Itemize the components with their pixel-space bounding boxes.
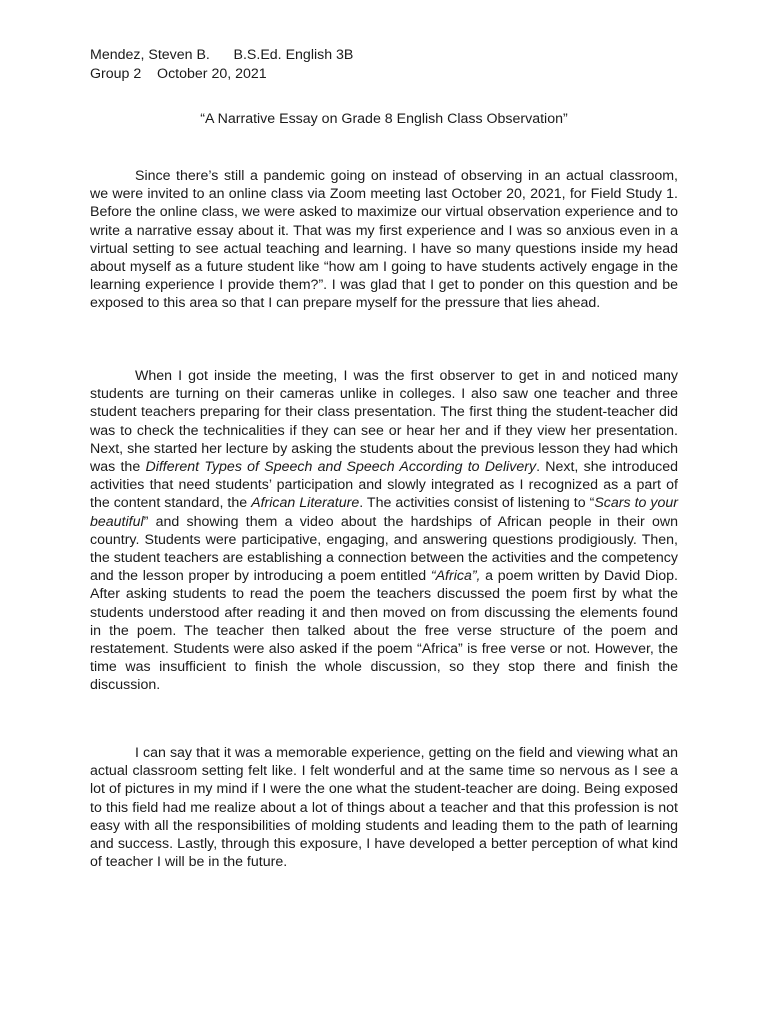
essay-title: “A Narrative Essay on Grade 8 English Class Observation” [200, 111, 568, 127]
paragraph-2-italic-3: Scars to your beautiful [90, 495, 678, 530]
paragraph-2-text-1: When I got inside the meeting, I was the first observer to get in and noticed many students are turning on their cameras unlike in colleges. I also saw one teacher and three student teachers preparing for their class presentation. The first thing the student-teacher did was to check the technicalities if they can see or hear her and if they view her presentation. Next, she started her lecture by asking the students about the previous lesson they had which was the [90, 368, 678, 476]
author-course-line: Mendez, Steven B. B.S.Ed. English 3B [90, 47, 354, 63]
paragraph-2 [90, 367, 678, 695]
paragraph-2-italic-4: “Africa”, [430, 568, 481, 585]
paragraph-2-italic-2: African Literature [251, 495, 360, 512]
paragraph-2-text-3: . The activities consist of listening to “ [359, 495, 595, 512]
paragraph-3: I can say that it was a memorable experience, getting on the field and viewing what an actual classroom setting felt like. I felt wonderful and at the same time so nervous as I see a lot of pictures in my mind if I were the one what the student-teacher are doing. Being exposed to this field had me realize about a lot of things about a teacher and that this profession is not easy with all the responsibilities of molding students and leading them to the path of learning and success. Lastly, through this exposure, I have developed a better perception of what kind of teacher I will be in the future. [90, 745, 678, 871]
paragraph-2-text-4: ” and showing them a video about the hardships of African people in their own country. Students were participative, engaging, and answering questions prodigiously. Then, the student teachers are establishing a connection between the activities and the competency and the lesson proper by introducing a poem entitled [90, 513, 678, 585]
paragraph-2-text-2: . Next, she introduced activities that need students’ participation and slowly integrated as I recognized as a part of the content standard, the [90, 459, 678, 512]
document-header [90, 46, 353, 83]
paragraph-2-italic-1: Different Types of Speech and Speech According to Delivery [145, 459, 537, 476]
group-date-line: Group 2 October 20, 2021 [90, 65, 267, 82]
paragraph-1: Since there’s still a pandemic going on instead of observing in an actual classroom, we were invited to an online class via Zoom meeting last October 20, 2021, for Field Study 1. Before the online class, we were asked to maximize our virtual observation experience and to write a narrative essay about it. That was my first experience and I was so anxious even in a virtual setting to see actual teaching and learning. I have so many questions inside my head about myself as a future student like “how am I going to have students actively engage in the learning experience I provide them?”. I was glad that I get to ponder on this question and be exposed to this area so that I can prepare myself for the pressure that lies ahead. [90, 168, 678, 312]
paragraph-2-text-5: a poem written by David Diop. After asking students to read the poem the teachers discussed the poem first by what the students understood after reading it and then moved on from discussing the elements found in the poem. The teacher then talked about the free verse structure of the poem and restatement. Students were also asked if the poem “Africa” is free verse or not. However, the time was insufficient to finish the whole discussion, so they stop there and finish the discussion. [90, 568, 678, 694]
